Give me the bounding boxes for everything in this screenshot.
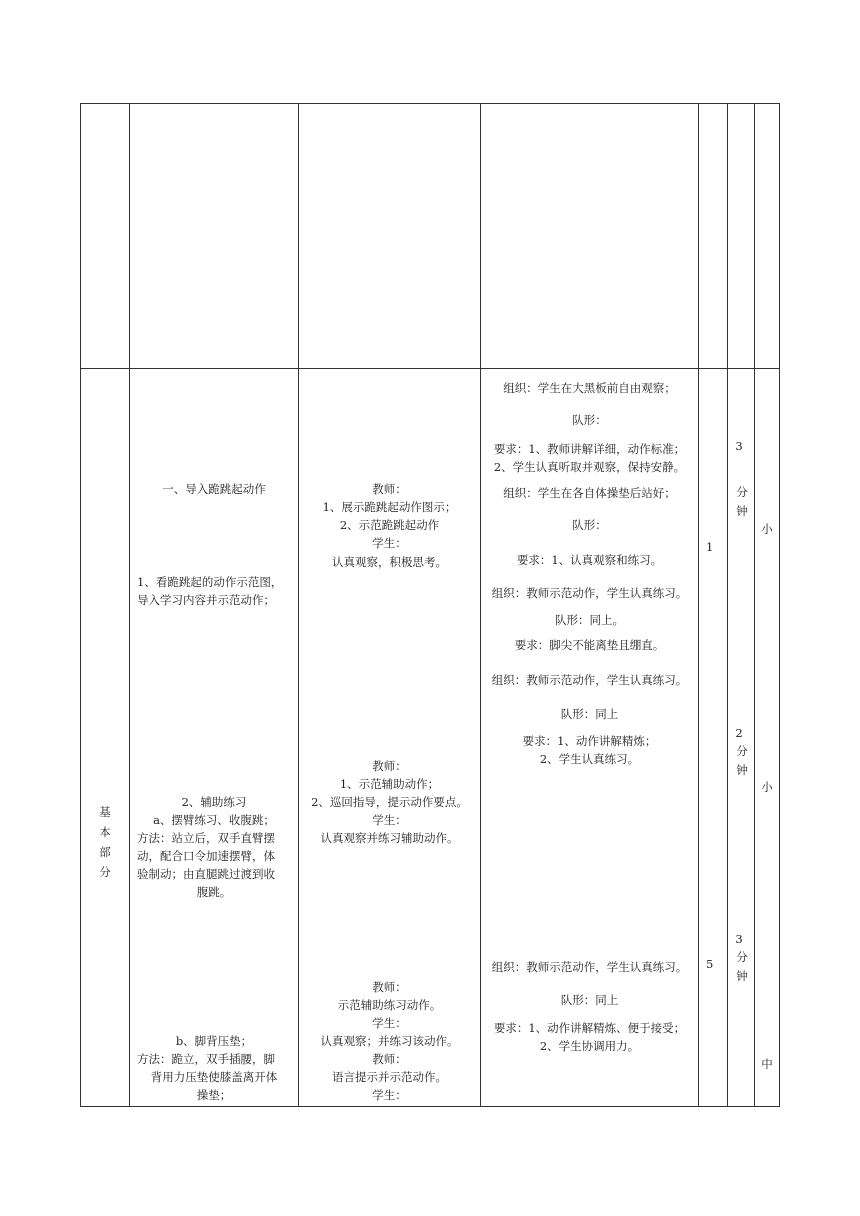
teacher-block2-line: 教师： xyxy=(372,759,407,773)
org-line: 2、学生认真听取并观察，保持安静。 xyxy=(493,460,686,474)
col-line xyxy=(480,103,481,1107)
teacher-block3-line: 学生： xyxy=(372,1088,407,1102)
section-label-char: 部 xyxy=(99,845,111,859)
org-line: 队形：同上。 xyxy=(555,613,624,627)
teacher-block2-line: 认真观察并练习辅助动作。 xyxy=(320,831,459,845)
org-line: 组织：学生在各自体操垫后站好； xyxy=(503,486,676,500)
content-item2-line: 动，配合口令加速摆臂，体 xyxy=(137,849,275,863)
teacher-block1-line: 1、展示跪跳起动作图示； xyxy=(322,500,457,514)
content-item1-title: 一、导入跪跳起动作 xyxy=(162,482,266,496)
content-item3-line: 背用力压垫使膝盖离开体 xyxy=(150,1070,278,1084)
section-label-char: 分 xyxy=(99,865,111,879)
content-item2-line: a、摆臂练习、收腹跳； xyxy=(153,813,275,827)
table-bottom-border xyxy=(80,1106,780,1107)
time-char: 钟 xyxy=(736,969,748,983)
org-line: 要求：1、动作讲解精炼、便于接受； xyxy=(493,1021,686,1035)
time-char: 2 xyxy=(735,726,743,740)
content-item2-title: 2、辅助练习 xyxy=(181,795,247,809)
intensity-label: 小 xyxy=(761,522,773,536)
intensity-label: 中 xyxy=(761,1057,773,1071)
content-item2-line: 方法：站立后，双手直臂摆 xyxy=(137,831,275,845)
col-line xyxy=(754,103,755,1107)
section-label-char: 本 xyxy=(99,825,111,839)
time-char: 分 xyxy=(736,950,748,964)
teacher-block3-line: 认真观察；并练习该动作。 xyxy=(320,1034,459,1048)
intensity-label: 小 xyxy=(761,780,773,794)
org-line: 2、学生认真练习。 xyxy=(539,752,640,766)
teacher-block3-line: 教师： xyxy=(372,980,407,994)
org-line: 要求：脚尖不能离垫且绷直。 xyxy=(514,638,665,652)
time-char: 分 xyxy=(736,485,748,499)
repetition-count: 5 xyxy=(706,957,714,971)
org-line: 组织：教师示范动作，学生认真练习。 xyxy=(491,960,688,974)
org-line: 要求：1、认真观察和练习。 xyxy=(516,553,663,567)
teacher-block3-line: 学生： xyxy=(372,1016,407,1030)
content-item3-line: 方法：跪立，双手插腰，脚 xyxy=(137,1052,275,1066)
time-char: 钟 xyxy=(736,763,748,777)
col-line xyxy=(129,103,130,1107)
content-item2-line: 验制动；由直腿跳过渡到收 xyxy=(137,867,275,881)
col-line xyxy=(779,103,780,1107)
org-line: 队形： xyxy=(572,413,607,427)
teacher-block3-line: 示范辅助练习动作。 xyxy=(337,998,442,1012)
col-line xyxy=(698,103,699,1107)
org-line: 队形： xyxy=(572,518,607,532)
teacher-block2-line: 2、巡回指导，提示动作要点。 xyxy=(311,795,468,809)
teacher-block1-line: 认真观察，积极思考。 xyxy=(332,555,447,569)
row-divider xyxy=(80,368,780,369)
time-char: 3 xyxy=(735,439,743,453)
teacher-block1-line: 学生： xyxy=(372,536,407,550)
org-line: 2、学生协调用力。 xyxy=(539,1039,640,1053)
table-top-border xyxy=(80,103,780,104)
content-item1-desc: 导入学习内容并示范动作； xyxy=(137,593,275,607)
org-line: 队形：同上 xyxy=(560,707,619,721)
teacher-block1-line: 2、示范跪跳起动作 xyxy=(339,518,440,532)
section-label-char: 基 xyxy=(99,805,111,819)
org-line: 组织：教师示范动作，学生认真练习。 xyxy=(491,673,688,687)
teacher-block2-line: 学生： xyxy=(372,813,407,827)
time-char: 钟 xyxy=(736,504,748,518)
teacher-block2-line: 1、示范辅助动作； xyxy=(339,777,440,791)
content-item2-line: 腹跳。 xyxy=(196,885,232,899)
content-item3-line: b、脚背压垫； xyxy=(175,1034,253,1048)
org-line: 要求：1、教师讲解详细，动作标准； xyxy=(493,442,686,456)
col-line xyxy=(727,103,728,1107)
org-line: 组织：教师示范动作，学生认真练习。 xyxy=(491,586,688,600)
repetition-count: 1 xyxy=(706,540,714,554)
time-char: 分 xyxy=(736,744,748,758)
col-line xyxy=(80,103,81,1107)
teacher-block3-line: 语言提示并示范动作。 xyxy=(332,1070,447,1084)
org-line: 组织：学生在大黑板前自由观察； xyxy=(503,381,676,395)
content-item1-desc: 1、看跪跳起的动作示范图， xyxy=(137,575,283,589)
org-line: 要求：1、动作讲解精炼； xyxy=(522,734,657,748)
teacher-block1-line: 教师： xyxy=(372,482,407,496)
teacher-block3-line: 教师： xyxy=(372,1052,407,1066)
content-item3-line: 操垫； xyxy=(196,1088,232,1102)
time-char: 3 xyxy=(735,932,743,946)
col-line xyxy=(298,103,299,1107)
org-line: 队形：同上 xyxy=(560,993,619,1007)
